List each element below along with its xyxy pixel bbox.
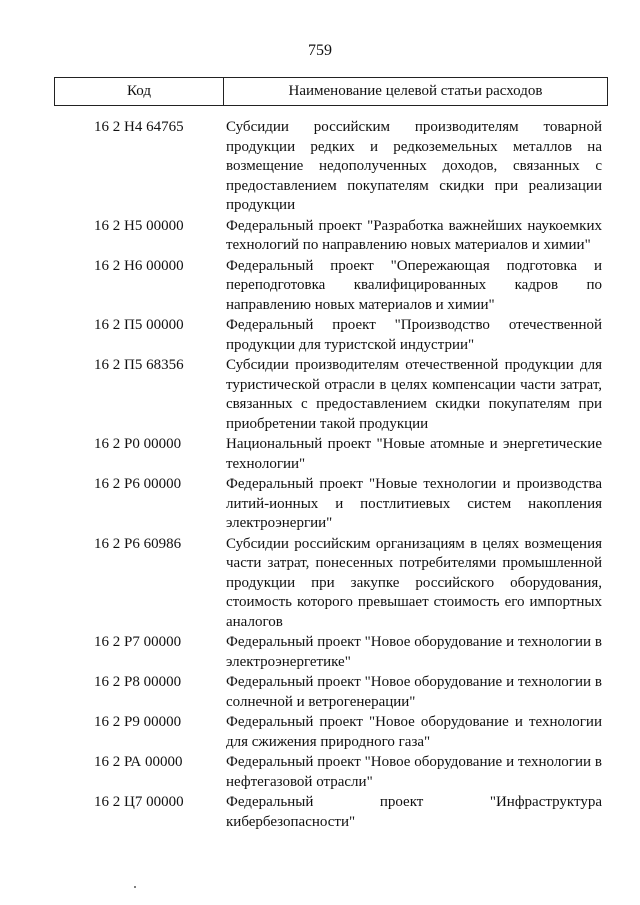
row-code: 16 2 Р6 60986 <box>94 535 182 552</box>
row-name: Национальный проект "Новые атомные и энергетические технологии" <box>226 436 602 472</box>
row-code: 16 2 Н6 00000 <box>94 257 184 274</box>
row-name: Федеральный проект "Опережающая подготовка и переподготовка квалифицированных кадров по направлению новых материалов и химии" <box>226 257 602 313</box>
row-code: 16 2 П5 00000 <box>94 317 184 333</box>
row-name: Субсидии российским организациям в целях возмещения части затрат, понесенных потребителями промышленной продукции при закупке российского оборудования, стоимость которого превышает стоимость его импортных аналогов <box>226 535 602 630</box>
column-header-name: Наименование целевой статьи расходов <box>288 83 543 99</box>
row-code: 16 2 Р6 00000 <box>94 476 182 492</box>
table-row <box>54 753 608 792</box>
table-row <box>54 118 608 216</box>
row-code: 16 2 РА 00000 <box>94 754 183 770</box>
row-name: Федеральный проект "Новое оборудование и технологии в нефтегазовой отрасли" <box>226 754 602 790</box>
row-code: 16 2 П5 68356 <box>94 357 184 373</box>
row-name: Федеральный проект "Новое оборудование и технологии для сжижения природного газа" <box>226 714 602 750</box>
row-name: Субсидии российским производителям товарной продукции редких и редкоземельных металлов на возмещение недополученных доходов, связанных с предоставлением покупателям скидки при реализации продукции <box>226 119 602 213</box>
table-row <box>54 535 608 633</box>
scan-speck <box>134 886 136 888</box>
table-row <box>54 257 608 316</box>
row-code: 16 2 Н4 64765 <box>94 119 184 135</box>
row-code: 16 2 Ц7 00000 <box>94 794 184 810</box>
row-code: 16 2 Р8 00000 <box>94 674 182 690</box>
column-header-code: Код <box>55 78 224 105</box>
row-name: Федеральный проект "Разработка важнейших наукоемких технологий по направлению новых материалов и химии" <box>226 217 602 253</box>
row-name: Федеральный проект "Новое оборудование и технологии в солнечной и ветрогенерации" <box>226 674 602 710</box>
table-body <box>54 118 608 833</box>
table-row <box>54 475 608 534</box>
row-name: Федеральный проект "Новые технологии и производства литий-ионных и постлитиевых систем накопления электроэнергии" <box>226 476 602 531</box>
row-name: Федеральный проект "Новое оборудование и технологии в электроэнергетике" <box>226 634 602 670</box>
row-code: 16 2 Р7 00000 <box>94 634 182 650</box>
table-row <box>54 316 608 355</box>
table-row <box>54 673 608 712</box>
row-code: 16 2 Р0 00000 <box>94 436 182 452</box>
table-row <box>54 356 608 434</box>
row-name: Федеральный проект "Производство отечественной продукции для туристской индустрии" <box>226 317 602 353</box>
table-row <box>54 713 608 752</box>
table-header <box>54 77 608 106</box>
table-row <box>54 435 608 474</box>
row-code: 16 2 Н5 00000 <box>94 217 184 234</box>
table-row <box>54 217 608 256</box>
row-name: Субсидии производителям отечественной продукции для туристической отрасли в целях компенсации части затрат, связанных с предоставлением скидки покупателям при приобретении такой продукции <box>226 357 602 432</box>
row-code: 16 2 Р9 00000 <box>94 714 182 730</box>
table-row <box>54 793 608 832</box>
row-name: Федеральный проект "Инфраструктура кибербезопасности" <box>226 794 602 830</box>
table-row <box>54 633 608 672</box>
page-number: 759 <box>308 42 332 59</box>
